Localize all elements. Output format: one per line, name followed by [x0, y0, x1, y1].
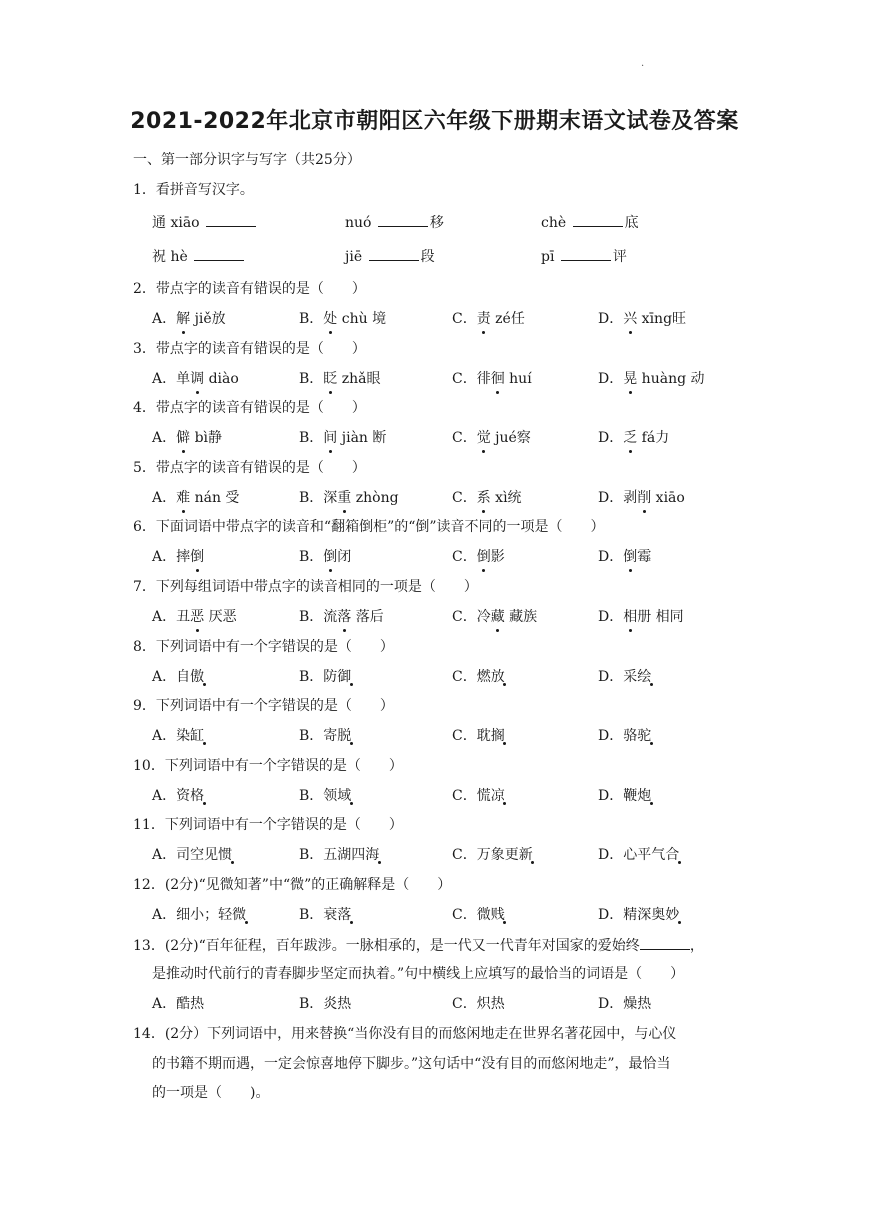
q1-item-6-blank[interactable]	[561, 246, 611, 261]
emphasis-dot-char: 倒	[323, 549, 338, 565]
q6-option-c[interactable]: C．倒影	[452, 549, 505, 565]
q3-option-b[interactable]: B．眨 zhǎ眼	[299, 371, 381, 387]
q10-option-b[interactable]: B．领域	[299, 788, 352, 804]
q12-option-a[interactable]: A．细小；轻微	[152, 907, 247, 923]
emphasis-dot-char: 倒	[190, 549, 205, 565]
q1-item-1	[152, 212, 258, 233]
q13-option-d[interactable]: D．燥热	[598, 996, 652, 1012]
emphasis-dot-char: 系	[476, 490, 491, 506]
question-7-stem: 7．下列每组词语中带点字的读音相同的一项是（ ）	[133, 579, 478, 595]
q8-option-c[interactable]: C．燃放	[452, 669, 505, 685]
emphasis-dot-char: 僻	[176, 430, 191, 446]
q4-option-b[interactable]: B．间 jiàn 断	[299, 430, 387, 446]
q9-option-d[interactable]: D．骆驼	[598, 728, 652, 744]
q4-option-a[interactable]: A．僻 bì静	[152, 430, 223, 446]
emphasis-dot-char: 晃	[623, 371, 638, 387]
q1-item-2-pinyin: nuó	[345, 215, 372, 231]
question-10-stem: 10．下列词语中有一个字错误的是（ ）	[133, 758, 403, 774]
emphasis-dot-char: 落	[337, 609, 352, 625]
question-9-stem: 9．下列词语中有一个字错误的是（ ）	[133, 698, 394, 714]
emphasis-dot-char: 兴	[623, 311, 638, 327]
q9-option-a[interactable]: A．染缸	[152, 728, 205, 744]
emphasis-dot-char: 解	[176, 311, 191, 327]
q1-item-1-pinyin: 通 xiāo	[152, 215, 200, 231]
q2-option-d[interactable]: D．兴 xīng旺	[598, 311, 687, 327]
q1-item-4	[152, 246, 246, 267]
q8-option-d[interactable]: D．采绘	[598, 669, 652, 685]
q8-option-b[interactable]: B．防御	[299, 669, 352, 685]
q12-option-c[interactable]: C．微贱	[452, 907, 505, 923]
page-title: 2021-2022年北京市朝阳区六年级下册期末语文试卷及答案	[130, 109, 739, 134]
q8-option-a[interactable]: A．自傲	[152, 669, 205, 685]
emphasis-dot-char: 徊	[490, 371, 505, 387]
emphasis-dot-char: 相	[623, 609, 638, 625]
q1-item-1-blank[interactable]	[206, 212, 256, 227]
q1-item-2: nuó 移	[345, 212, 444, 233]
emphasis-dot-char: 难	[176, 490, 191, 506]
q1-item-3-pinyin: chè	[541, 215, 567, 231]
q3-option-a[interactable]: A．单调 diào	[152, 371, 239, 387]
q2-option-a[interactable]: A．解 jiě放	[152, 311, 226, 327]
q1-item-3-blank[interactable]	[573, 212, 623, 227]
emphasis-dot-char: 重	[337, 490, 352, 506]
q6-option-a[interactable]: A．摔倒	[152, 549, 205, 565]
q9-option-c[interactable]: C．耽搁	[452, 728, 505, 744]
question-11-stem: 11．下列词语中有一个字错误的是（ ）	[133, 817, 403, 833]
q11-option-c[interactable]: C．万象更新	[452, 847, 533, 863]
q1-item-6: pī 评	[541, 246, 627, 267]
q2-option-c[interactable]: C．责 zé任	[452, 311, 525, 327]
question-14-line-3: 的一项是（ )。	[152, 1085, 270, 1101]
q1-item-3: chè 底	[541, 212, 639, 233]
question-13-line-1: 13．(2分)“百年征程，百年跋涉。一脉相承的，是一代又一代青年对国家的爱始终 ，	[133, 935, 704, 956]
q9-option-b[interactable]: B．寄脱	[299, 728, 352, 744]
emphasis-dot-char: 觉	[476, 430, 491, 446]
emphasis-dot-char: 藏	[490, 609, 505, 625]
question-6-stem: 6．下面词语中带点字的读音和“翻箱倒柜”的“倒”读音不同的一项是（ ）	[133, 519, 605, 535]
q4-option-d[interactable]: D．乏 fá力	[598, 430, 670, 446]
q7-option-b[interactable]: B．流落 落后	[299, 609, 384, 625]
question-1-stem: 1．看拼音写汉字。	[133, 182, 254, 198]
q3-option-d[interactable]: D．晃 huàng 动	[598, 371, 705, 387]
emphasis-dot-char: 眨	[323, 371, 338, 387]
q1-item-4-pinyin: 祝 hè	[152, 249, 188, 265]
q4-option-c[interactable]: C．觉 jué察	[452, 430, 531, 446]
emphasis-dot-char: 倒	[623, 549, 638, 565]
q12-option-b[interactable]: B．衰落	[299, 907, 352, 923]
emphasis-dot-char: 削	[637, 490, 652, 506]
q1-item-2-blank[interactable]	[378, 212, 428, 227]
q11-option-d[interactable]: D．心平气合	[598, 847, 680, 863]
q13-option-b[interactable]: B．炎热	[299, 996, 352, 1012]
q1-item-5-blank[interactable]	[369, 246, 419, 261]
q10-option-c[interactable]: C．慌凉	[452, 788, 505, 804]
emphasis-dot-char: 责	[476, 311, 491, 327]
section-heading: 一、第一部分识字与写字（共25分）	[133, 152, 361, 168]
q6-option-d[interactable]: D．倒霉	[598, 549, 652, 565]
q5-option-b[interactable]: B．深重 zhòng	[299, 490, 399, 506]
question-12-stem: 12．(2分)“见微知著”中“微”的正确解释是（ ）	[133, 877, 452, 893]
q13-option-a[interactable]: A．酷热	[152, 996, 205, 1012]
corner-mark: .	[641, 58, 645, 69]
emphasis-dot-char: 倒	[476, 549, 491, 565]
q6-option-b[interactable]: B．倒闭	[299, 549, 352, 565]
emphasis-dot-char: 乏	[623, 430, 638, 446]
question-2-stem: 2．带点字的读音有错误的是（ ）	[133, 281, 366, 297]
question-5-stem: 5．带点字的读音有错误的是（ ）	[133, 460, 366, 476]
q5-option-c[interactable]: C．系 xì统	[452, 490, 522, 506]
q12-option-d[interactable]: D．精深奥妙	[598, 907, 680, 923]
q7-option-a[interactable]: A．丑恶 厌恶	[152, 609, 237, 625]
q11-option-b[interactable]: B．五湖四海	[299, 847, 380, 863]
q1-item-6-pinyin: pī	[541, 249, 555, 265]
q2-option-b[interactable]: B．处 chù 境	[299, 311, 387, 327]
q1-item-4-blank[interactable]	[194, 246, 244, 261]
emphasis-dot-char: 调	[190, 371, 205, 387]
q5-option-a[interactable]: A．难 nán 受	[152, 490, 240, 506]
q13-answer-blank[interactable]	[640, 935, 690, 950]
q1-item-5-pinyin: jiē	[345, 249, 363, 265]
q3-option-c[interactable]: C．徘徊 huí	[452, 371, 532, 387]
question-13-line-2: 是推动时代前行的青春脚步坚定而执着。”句中横线上应填写的最恰当的词语是（ ）	[152, 966, 685, 982]
q11-option-a[interactable]: A．司空见惯	[152, 847, 233, 863]
q5-option-d[interactable]: D．剥削 xiāo	[598, 490, 685, 506]
emphasis-dot-char: 恶	[190, 609, 205, 625]
q1-item-5: jiē 段	[345, 246, 435, 267]
question-14-line-2: 的书籍不期而遇，一定会惊喜地停下脚步。”这句话中“没有目的而悠闲地走”，最恰当	[152, 1056, 671, 1072]
q10-option-a[interactable]: A．资格	[152, 788, 205, 804]
emphasis-dot-char: 处	[323, 311, 338, 327]
q10-option-d[interactable]: D．鞭炮	[598, 788, 652, 804]
question-4-stem: 4．带点字的读音有错误的是（ ）	[133, 400, 366, 416]
question-8-stem: 8．下列词语中有一个字错误的是（ ）	[133, 639, 394, 655]
question-3-stem: 3．带点字的读音有错误的是（ ）	[133, 341, 366, 357]
q7-option-c[interactable]: C．冷藏 藏族	[452, 609, 538, 625]
q13-option-c[interactable]: C．炽热	[452, 996, 505, 1012]
emphasis-dot-char: 间	[323, 430, 338, 446]
question-14-line-1: 14．(2分）下列词语中，用来替换“当你没有目的而悠闲地走在世界名著花园中，与心仪	[133, 1026, 677, 1042]
q7-option-d[interactable]: D．相册 相同	[598, 609, 684, 625]
